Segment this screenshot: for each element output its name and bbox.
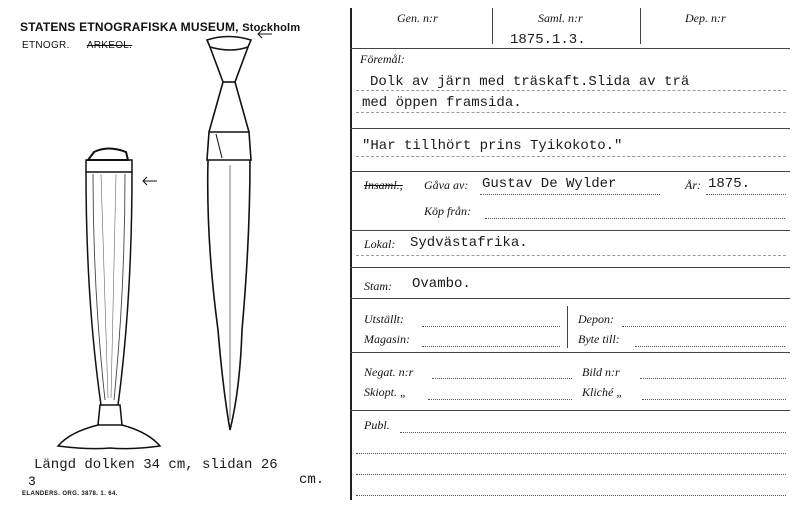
foremal-line-1: Dolk av järn med träskaft.Slida av trä <box>370 74 690 90</box>
dotted-rule <box>640 378 786 379</box>
section-rule <box>350 410 790 411</box>
dotted-rule <box>400 432 786 433</box>
sheath-arrow-icon <box>143 177 157 185</box>
gava-label: Gåva av: <box>424 178 469 192</box>
provenance-quote: "Har tillhört prins Tyikokoto." <box>362 138 623 154</box>
card-left-border <box>350 8 352 500</box>
section-rule <box>350 352 790 353</box>
dep-label: Dep. n:r <box>685 11 726 25</box>
depon-label: Depon: <box>578 312 614 326</box>
header-rule <box>350 48 790 49</box>
corner-mark: 3 <box>28 474 36 489</box>
dotted-rule <box>356 495 786 496</box>
saml-value: 1875.1.3. <box>510 32 586 48</box>
lokal-value: Sydvästafrika. <box>410 235 528 251</box>
section-rule <box>350 230 790 231</box>
dotted-rule <box>432 378 572 379</box>
skiopt-label: Skiopt. „ <box>364 385 407 399</box>
section-rule <box>350 267 790 268</box>
insaml-label: Insaml., <box>364 178 403 192</box>
dotted-rule <box>428 399 572 400</box>
sheath-illustration <box>58 149 160 449</box>
section-rule <box>350 298 790 299</box>
section-rule <box>350 128 790 129</box>
measure-line-2: cm. <box>299 472 325 488</box>
dotted-rule <box>356 474 786 475</box>
saml-label: Saml. n:r <box>538 11 583 25</box>
magasin-label: Magasin: <box>364 332 410 346</box>
negat-label: Negat. n:r <box>364 365 414 379</box>
dagger-and-sheath-drawing <box>0 0 350 519</box>
bild-label: Bild n:r <box>582 365 620 379</box>
storage-divider <box>567 306 568 348</box>
arkeol-label: ARKEOL. <box>86 40 133 51</box>
section-rule <box>350 171 790 172</box>
printer-mark: ELANDERS. ORG. 3878. 1. 64. <box>22 491 118 497</box>
rule <box>356 255 786 256</box>
measure-line-1: Längd dolken 34 cm, slidan 26 <box>34 457 278 473</box>
foremal-label: Föremål: <box>360 52 405 66</box>
stam-label: Stam: <box>364 279 392 293</box>
dotted-rule <box>635 346 785 347</box>
gava-value: Gustav De Wylder <box>482 176 617 192</box>
publ-label: Publ. <box>364 418 390 432</box>
dotted-rule <box>422 326 560 327</box>
rule <box>356 156 786 157</box>
museum-city: Stockholm <box>242 22 301 34</box>
dotted-rule <box>422 346 560 347</box>
ar-value: 1875. <box>708 176 751 192</box>
dotted-rule <box>622 326 786 327</box>
rule <box>356 112 786 113</box>
header-divider-1 <box>492 8 493 44</box>
etnogr-label: ETNOGR. <box>22 40 70 51</box>
dotted-rule <box>480 194 660 195</box>
byte-label: Byte till: <box>578 332 620 346</box>
gen-label: Gen. n:r <box>397 11 438 25</box>
foremal-line-2: med öppen framsida. <box>362 95 522 111</box>
utstallt-label: Utställt: <box>364 312 405 326</box>
header-divider-2 <box>640 8 641 44</box>
museum-name: STATENS ETNOGRAFISKA MUSEUM, <box>20 20 239 34</box>
stam-value: Ovambo. <box>412 276 471 292</box>
pommel-arrow-icon <box>258 30 272 38</box>
rule <box>356 90 786 91</box>
dotted-rule <box>642 399 786 400</box>
ar-label: År: <box>685 178 701 192</box>
kop-label: Köp från: <box>424 204 472 218</box>
kliche-label: Kliché „ <box>582 385 623 399</box>
dagger-illustration <box>207 37 251 431</box>
lokal-label: Lokal: <box>364 237 396 251</box>
dotted-rule <box>706 194 786 195</box>
catalog-form <box>350 8 790 500</box>
dotted-rule <box>485 218 785 219</box>
dotted-rule <box>356 453 786 454</box>
